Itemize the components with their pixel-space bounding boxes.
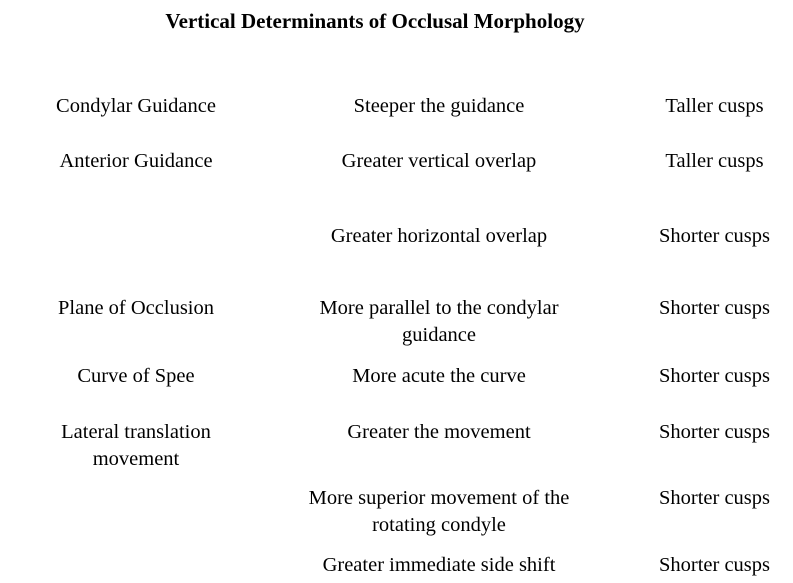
row-condition: Steeper the guidance bbox=[353, 95, 525, 117]
row-effect: Shorter cusps bbox=[658, 421, 771, 443]
row-effect: Taller cusps bbox=[665, 95, 764, 117]
row-condition: Greater the movement bbox=[347, 421, 531, 443]
row-determinant: Plane of Occlusion bbox=[58, 297, 214, 319]
row-condition: More parallel to the condylar guidance bbox=[319, 297, 559, 346]
row-determinant: Condylar Guidance bbox=[56, 95, 216, 117]
row-effect: Shorter cusps bbox=[658, 365, 771, 387]
document-title: Vertical Determinants of Occlusal Morphology bbox=[165, 9, 585, 33]
row-determinant: Lateral translation movement bbox=[61, 421, 211, 470]
row-condition: Greater horizontal overlap bbox=[330, 225, 548, 247]
row-effect: Shorter cusps bbox=[658, 487, 771, 509]
row-effect: Shorter cusps bbox=[658, 297, 771, 319]
row-condition: More superior movement of the rotating condyle bbox=[308, 487, 570, 536]
row-condition: Greater vertical overlap bbox=[341, 150, 537, 172]
row-condition: More acute the curve bbox=[352, 365, 526, 387]
row-effect: Shorter cusps bbox=[658, 554, 771, 576]
row-determinant: Curve of Spee bbox=[77, 365, 195, 387]
row-effect: Taller cusps bbox=[665, 150, 764, 172]
row-determinant: Anterior Guidance bbox=[59, 150, 213, 172]
row-condition: Greater immediate side shift bbox=[322, 554, 556, 576]
row-effect: Shorter cusps bbox=[658, 225, 771, 247]
